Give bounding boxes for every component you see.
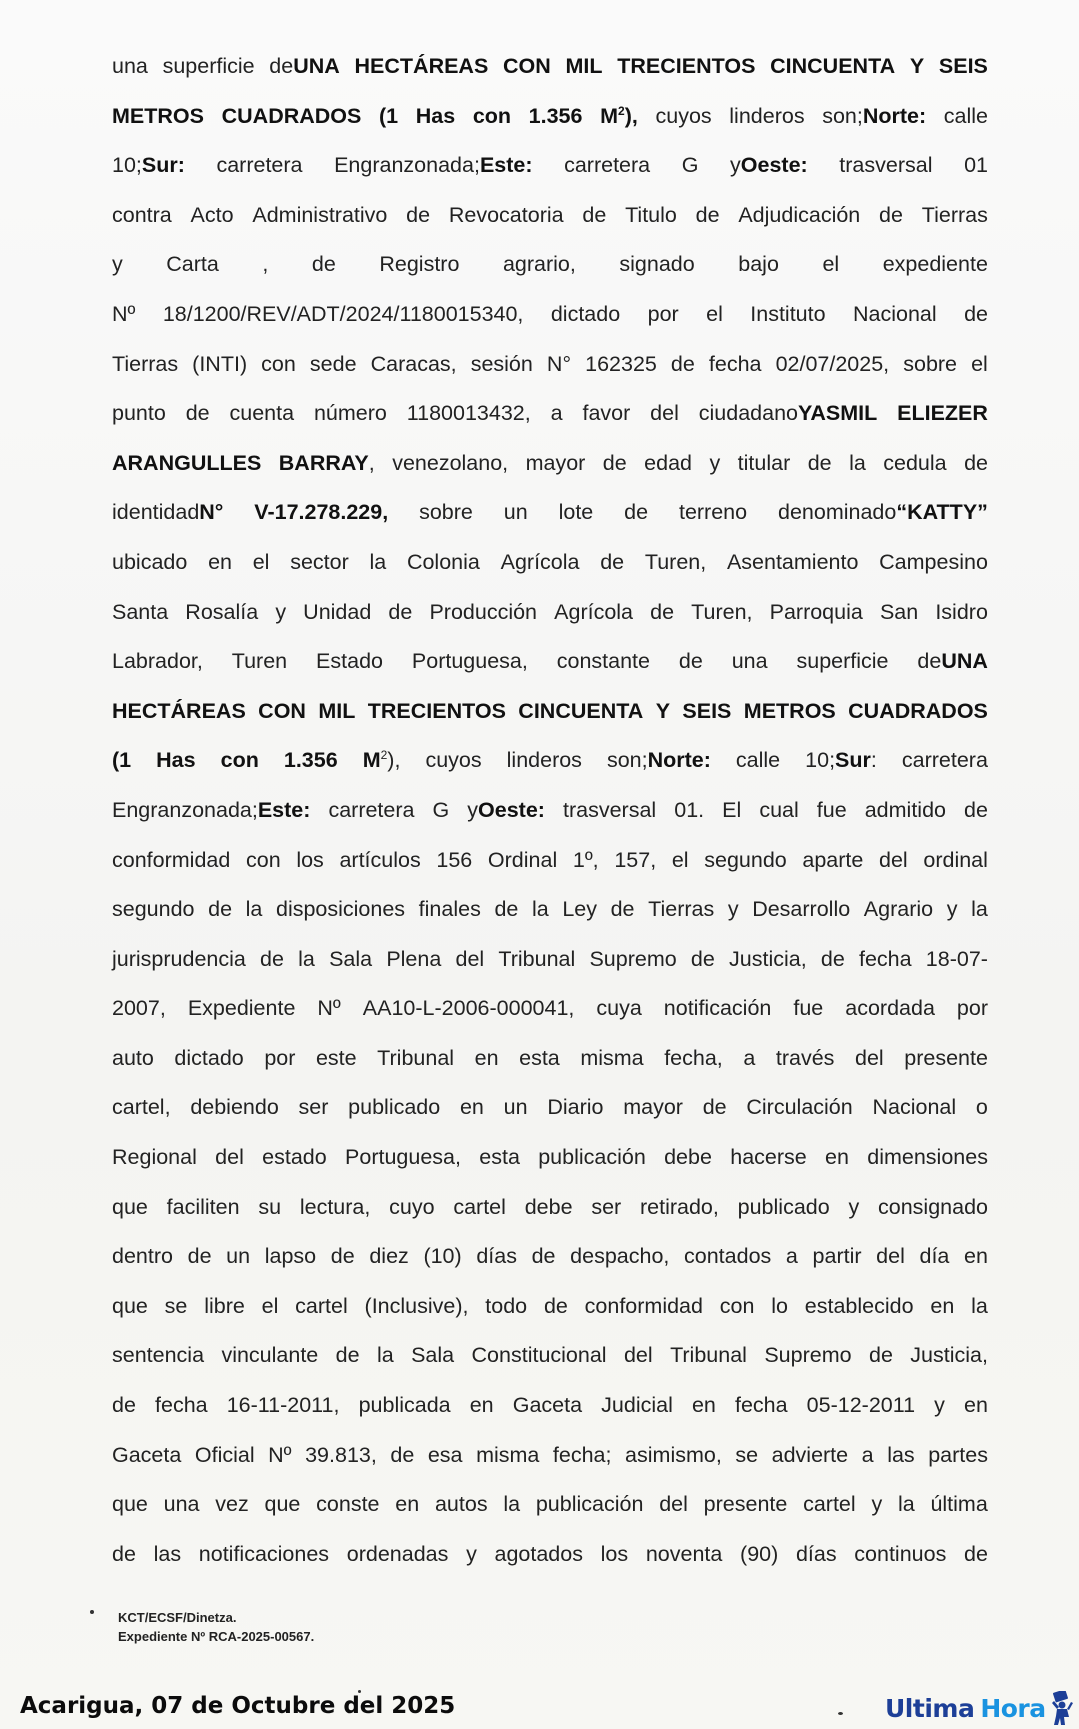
document-line: HECTÁREAS CON MIL TRECIENTOS CINCUENTA Y SEIS METROS CUADRADOS bbox=[112, 698, 988, 723]
document-line: ARANGULLES BARRAY, venezolano, mayor de edad y titular de la cedula de bbox=[112, 450, 988, 475]
document-line: (1 Has con 1.356 $M^2$), cuyos linderos son;Norte: calle 10;Sur: carretera bbox=[112, 748, 988, 773]
document-body-text bbox=[112, 42, 988, 1579]
scan-speck bbox=[838, 1712, 843, 1715]
document-line: una superficie deUNA HECTÁREAS CON MIL TRECIENTOS CINCUENTA Y SEIS bbox=[112, 54, 988, 78]
document-line: que una vez que conste en autos la publicación del presente cartel y la última bbox=[112, 1492, 988, 1517]
document-line: auto dictado por este Tribunal en esta misma fecha, a través del presente bbox=[112, 1045, 988, 1070]
document-line: METROS CUADRADOS (1 Has con 1.356 $M^2$), cuyos linderos son;Norte: calle bbox=[112, 103, 988, 128]
document-line: conformidad con los artículos 156 Ordinal 1º, 157, el segundo aparte del ordinal bbox=[112, 847, 988, 872]
footer-expediente: Expediente Nº RCA-2025-00567. bbox=[118, 1629, 315, 1644]
document-line: de las notificaciones ordenadas y agotados los noventa (90) días continuos de bbox=[112, 1541, 988, 1566]
ultima-hora-logo bbox=[885, 1690, 1074, 1726]
document-line: identidadN° V-17.278.229, sobre un lote de terreno denominado“KATTY” bbox=[112, 500, 988, 525]
logo-word-ultima: Ultima bbox=[885, 1693, 975, 1723]
document-line: punto de cuenta número 1180013432, a favor del ciudadanoYASMIL ELIEZER bbox=[112, 401, 988, 426]
document-line: Labrador, Turen Estado Portuguesa, constante de una superficie deUNA bbox=[112, 649, 988, 674]
document-line: sentencia vinculante de la Sala Constitucional del Tribunal Supremo de Justicia, bbox=[112, 1343, 988, 1368]
footer-initials: KCT/ECSF/Dinetza. bbox=[118, 1610, 237, 1625]
document-line: que se libre el cartel (Inclusive), todo de conformidad con lo establecido en la bbox=[112, 1293, 988, 1318]
location-date-caption: Acarigua, 07 de Octubre del 2025 bbox=[20, 1693, 456, 1719]
document-line: contra Acto Administrativo de Revocatoria de Titulo de Adjudicación de Tierras bbox=[112, 202, 988, 227]
document-line: cartel, debiendo ser publicado en un Diario mayor de Circulación Nacional o bbox=[112, 1095, 988, 1120]
document-line: 2007, Expediente Nº AA10-L-2006-000041, cuya notificación fue acordada por bbox=[112, 996, 988, 1021]
document-line: jurisprudencia de la Sala Plena del Tribunal Supremo de Justicia, de fecha 18-07- bbox=[112, 946, 988, 971]
document-line: 10;Sur: carretera Engranzonada;Este: carretera G yOeste: trasversal 01 bbox=[112, 153, 988, 178]
document-line: Regional del estado Portuguesa, esta publicación debe hacerse en dimensiones bbox=[112, 1145, 988, 1170]
document-footer-reference bbox=[118, 1608, 314, 1646]
document-line: segundo de la disposiciones finales de la Ley de Tierras y Desarrollo Agrario y la bbox=[112, 897, 988, 922]
document-line: Tierras (INTI) con sede Caracas, sesión N° 162325 de fecha 02/07/2025, sobre el bbox=[112, 351, 988, 376]
document-line: de fecha 16-11-2011, publicada en Gaceta Judicial en fecha 05-12-2011 y en bbox=[112, 1393, 988, 1418]
document-line: y Carta , de Registro agrario, signado bajo el expediente bbox=[112, 252, 988, 277]
document-line: dentro de un lapso de diez (10) días de despacho, contados a partir del día en bbox=[112, 1244, 988, 1269]
document-line: Gaceta Oficial Nº 39.813, de esa misma fecha; asimismo, se advierte a las partes bbox=[112, 1442, 988, 1467]
logo-word-hora: Hora bbox=[980, 1693, 1046, 1723]
document-line: Engranzonada;Este: carretera G yOeste: trasversal 01. El cual fue admitido de bbox=[112, 797, 988, 822]
scan-speck bbox=[90, 1610, 94, 1614]
document-line: Santa Rosalía y Unidad de Producción Agrícola de Turen, Parroquia San Isidro bbox=[112, 599, 988, 624]
document-line: que faciliten su lectura, cuyo cartel debe ser retirado, publicado y consignado bbox=[112, 1194, 988, 1219]
scan-speck bbox=[358, 1690, 361, 1693]
newspaper-carrier-icon bbox=[1048, 1691, 1074, 1725]
document-line: Nº 18/1200/REV/ADT/2024/1180015340, dictado por el Instituto Nacional de bbox=[112, 301, 988, 326]
document-line: ubicado en el sector la Colonia Agrícola de Turen, Asentamiento Campesino bbox=[112, 549, 988, 574]
